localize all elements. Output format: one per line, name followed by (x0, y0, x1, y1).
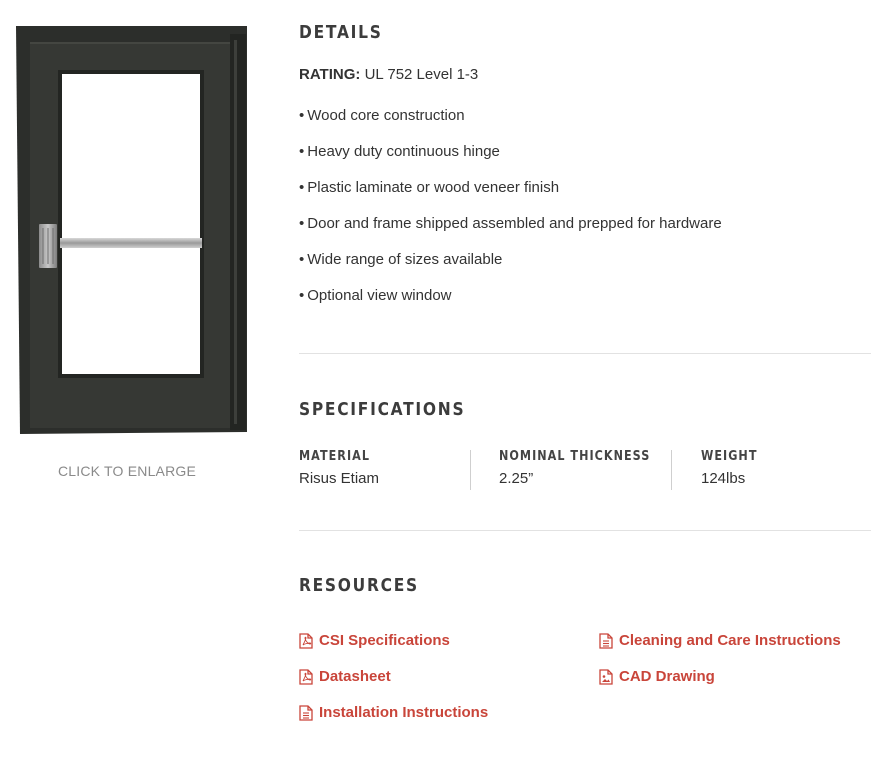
door-illustration (16, 26, 248, 434)
section-divider (299, 530, 871, 531)
feature-item: • Plastic laminate or wood veneer finish (299, 179, 560, 196)
cleaning-care-instructions-link[interactable] (599, 632, 841, 649)
spec-separator (671, 450, 672, 490)
resource-link-label: Installation Instructions (319, 704, 489, 721)
spec-nominal-thickness (499, 449, 675, 487)
feature-item: • Wide range of sizes available (299, 251, 503, 268)
spec-value: 2.25” (499, 470, 534, 487)
section-divider (299, 353, 871, 354)
spec-value: Risus Etiam (299, 470, 380, 487)
spec-label: MATERIAL (299, 449, 370, 464)
door-product-image[interactable] (16, 26, 248, 434)
cad-drawing-link[interactable] (599, 668, 715, 685)
pdf-file-icon (299, 669, 313, 685)
pdf-file-icon (299, 633, 313, 649)
details-heading: DETAILS (299, 22, 383, 43)
rating-value: UL 752 Level 1-3 (364, 66, 479, 83)
document-file-icon (299, 705, 313, 721)
spec-label: NOMINAL THICKNESS (499, 449, 651, 464)
spec-value: 124lbs (701, 470, 746, 487)
csi-specifications-link[interactable] (299, 632, 450, 649)
resources-heading: RESOURCES (299, 575, 419, 596)
resource-link-label: Datasheet (319, 668, 391, 685)
product-image-column (0, 0, 260, 761)
feature-item: • Door and frame shipped assembled and prepped for hardware (299, 215, 722, 232)
spec-separator (470, 450, 471, 490)
document-file-icon (599, 633, 613, 649)
image-file-icon (599, 669, 613, 685)
resource-link-label: CAD Drawing (619, 668, 715, 685)
feature-item: • Wood core construction (299, 107, 465, 124)
rating-line (299, 66, 478, 83)
installation-instructions-link[interactable] (299, 704, 488, 721)
feature-list (299, 106, 722, 322)
datasheet-link[interactable] (299, 668, 391, 685)
resource-link-label: Cleaning and Care Instructions (619, 632, 841, 649)
rating-label: RATING: (299, 66, 361, 83)
spec-weight (701, 449, 767, 487)
click-to-enlarge-link[interactable]: CLICK TO ENLARGE (57, 463, 197, 479)
feature-item: • Optional view window (299, 287, 452, 304)
resource-link-label: CSI Specifications (319, 632, 450, 649)
feature-item: • Heavy duty continuous hinge (299, 143, 500, 160)
specifications-heading: SPECIFICATIONS (299, 399, 466, 420)
spec-label: WEIGHT (701, 449, 758, 464)
spec-material (299, 449, 382, 487)
